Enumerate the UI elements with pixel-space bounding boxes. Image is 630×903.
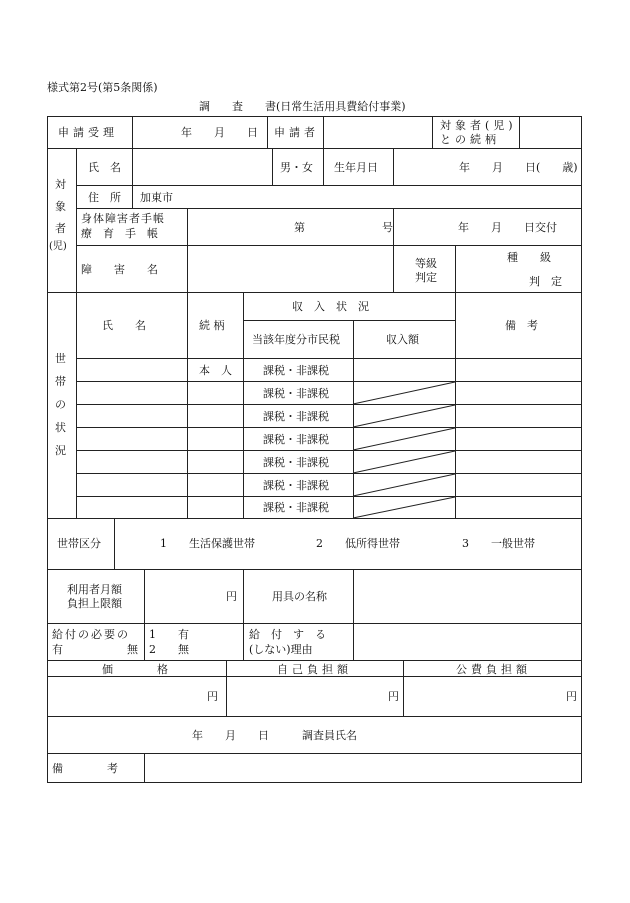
investigator-line[interactable]: 年 月 日 調査員氏名 xyxy=(192,729,357,742)
category-option-1[interactable]: 1 生活保護世帯 xyxy=(160,537,255,550)
subject-label-4: (児) xyxy=(49,241,67,252)
subject-label-1: 対 xyxy=(55,178,66,191)
subject-label-2: 象 xyxy=(55,200,66,213)
address-label: 住 所 xyxy=(88,191,121,204)
necessity-option-1[interactable]: 1 有 xyxy=(149,628,189,641)
tax-option-4[interactable]: 課税・非課税 xyxy=(263,433,329,446)
price-field[interactable] xyxy=(48,677,203,716)
receipt-label: 申請受理 xyxy=(58,126,118,139)
public-burden-label: 公費負担額 xyxy=(456,663,531,676)
handbook-issued-date[interactable]: 年 月 日交付 xyxy=(458,221,557,234)
disability-label: 障 害 名 xyxy=(81,263,158,276)
household-label-4: 状 xyxy=(55,421,66,434)
price-unit: 円 xyxy=(207,690,218,703)
grade-label-1: 等級 xyxy=(415,257,437,270)
grade-label-2: 判定 xyxy=(415,271,437,284)
limit-label-1: 利用者月額 xyxy=(67,583,122,596)
item-name-field[interactable] xyxy=(354,570,581,623)
category-option-3[interactable]: 3 一般世帯 xyxy=(462,537,535,550)
col-tax-header: 当該年度分市民税 xyxy=(252,333,340,346)
handbook-label-1: 身体障害者手帳 xyxy=(81,212,165,225)
tax-option-7[interactable]: 課税・非課税 xyxy=(263,501,329,514)
col-amount-header: 収入額 xyxy=(386,333,419,346)
disability-field[interactable] xyxy=(188,246,393,292)
household-label-3: の xyxy=(55,398,66,411)
limit-amount-field[interactable] xyxy=(145,570,223,623)
form-number: 様式第2号(第5条関係) xyxy=(47,81,158,94)
tax-option-6[interactable]: 課税・非課税 xyxy=(263,479,329,492)
item-name-label: 用具の名称 xyxy=(272,590,327,603)
reason-label-1: 給 付 す る xyxy=(249,628,326,641)
col-remarks-header: 備 考 xyxy=(505,319,538,332)
remarks-label: 備 考 xyxy=(52,762,118,775)
limit-label-2: 負担上限額 xyxy=(67,597,122,610)
col-income-header: 収 入 状 況 xyxy=(292,300,369,313)
address-field[interactable]: 加東市 xyxy=(140,191,173,204)
self-relation: 本 人 xyxy=(199,364,232,377)
remarks-field[interactable] xyxy=(145,754,581,782)
dob-label: 生年月日 xyxy=(334,161,378,174)
handbook-number[interactable]: 第 号 xyxy=(294,221,393,234)
necessity-label-1: 給付の必要の xyxy=(52,628,130,641)
price-label: 価 格 xyxy=(102,663,168,676)
limit-unit: 円 xyxy=(226,590,237,603)
self-burden-unit: 円 xyxy=(388,690,399,703)
sex-selector[interactable]: 男・女 xyxy=(280,161,313,174)
public-burden-unit: 円 xyxy=(566,690,577,703)
tax-option-1[interactable]: 課税・非課税 xyxy=(263,364,329,377)
relation-label-2: との続柄 xyxy=(440,133,500,146)
name-label: 氏 名 xyxy=(88,161,121,174)
self-burden-label: 自己負担額 xyxy=(277,663,352,676)
col-name-header: 氏 名 xyxy=(102,319,146,332)
necessity-option-2[interactable]: 2 無 xyxy=(149,643,189,656)
household-label-2: 帯 xyxy=(55,375,66,388)
relation-label-1: 対象者(児) xyxy=(440,119,517,132)
relation-field[interactable] xyxy=(520,117,581,148)
applicant-label: 申請者 xyxy=(274,126,319,139)
necessity-label-2a: 有 xyxy=(52,643,63,656)
household-label-5: 況 xyxy=(55,444,66,457)
handbook-label-2: 療 育 手 帳 xyxy=(81,227,158,240)
reason-label-2: (しない)理由 xyxy=(249,643,313,656)
type-label-1: 種 級 xyxy=(507,251,551,264)
self-burden-field[interactable] xyxy=(227,677,385,716)
form-title: 調 査 書(日常生活用具費給付事業) xyxy=(199,100,406,113)
public-burden-field[interactable] xyxy=(404,677,564,716)
household-label-1: 世 xyxy=(55,352,66,365)
dob-field[interactable]: 年 月 日( 歳) xyxy=(459,161,578,174)
tax-option-3[interactable]: 課税・非課税 xyxy=(263,410,329,423)
category-option-2[interactable]: 2 低所得世帯 xyxy=(316,537,400,550)
category-label: 世帯区分 xyxy=(57,537,101,550)
col-relation-header: 続 柄 xyxy=(199,319,225,332)
applicant-field[interactable] xyxy=(324,117,432,148)
tax-option-5[interactable]: 課税・非課税 xyxy=(263,456,329,469)
receipt-date[interactable]: 年 月 日 xyxy=(181,126,258,139)
type-label-2: 判 定 xyxy=(529,275,562,288)
reason-field[interactable] xyxy=(354,624,581,660)
tax-option-2[interactable]: 課税・非課税 xyxy=(263,387,329,400)
subject-name-field[interactable] xyxy=(133,149,272,185)
subject-label-3: 者 xyxy=(55,222,66,235)
necessity-label-2b: 無 xyxy=(127,643,138,656)
